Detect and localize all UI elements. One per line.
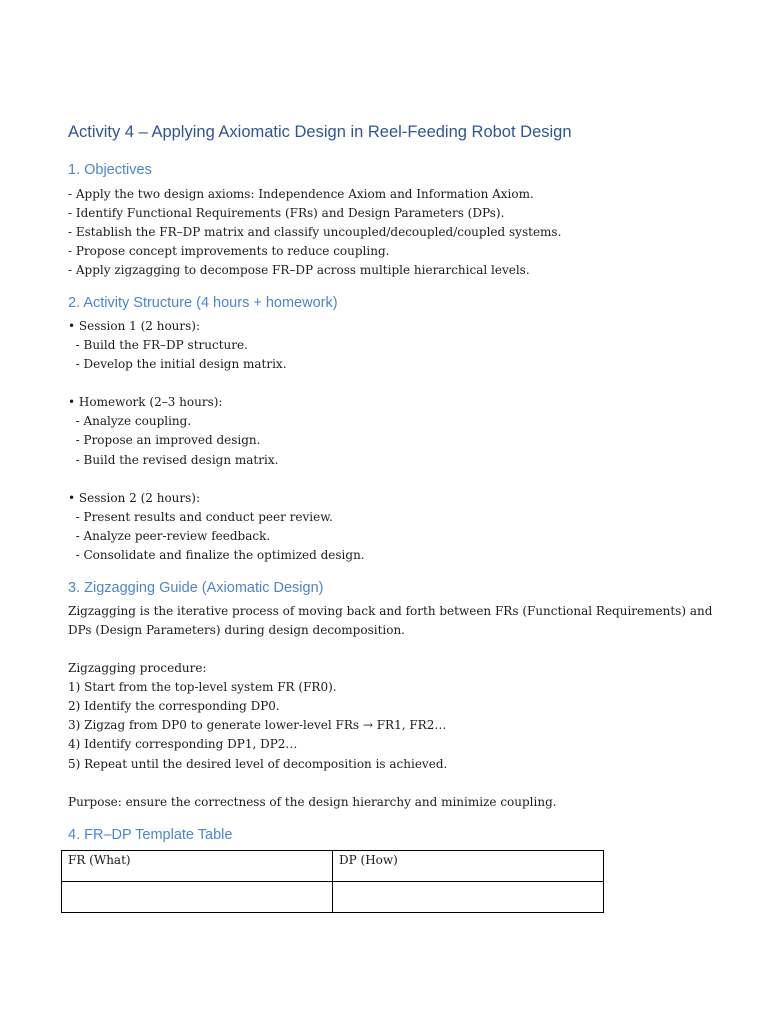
table-header-dp: DP (How) — [333, 851, 604, 882]
table-row — [62, 882, 604, 913]
zigzag-line: Zigzagging procedure: — [68, 661, 207, 675]
structure-line: - Build the FR–DP structure. — [68, 338, 248, 352]
structure-line: - Present results and conduct peer review. — [68, 510, 333, 524]
zigzag-line: Zigzagging is the iterative process of moving back and forth between FRs (Functional Requirements) and — [68, 604, 713, 618]
objective-line: - Apply the two design axioms: Independence Axiom and Information Axiom. — [68, 187, 534, 201]
section-heading-activity-structure: 2. Activity Structure (4 hours + homework) — [68, 295, 338, 311]
structure-line: - Build the revised design matrix. — [68, 453, 279, 467]
zigzag-line: 1) Start from the top-level system FR (FR0). — [68, 680, 337, 694]
section-heading-zigzagging-guide: 3. Zigzagging Guide (Axiomatic Design) — [68, 580, 324, 596]
table-header-row — [62, 851, 604, 882]
structure-line: • Homework (2–3 hours): — [68, 395, 223, 409]
section-heading-template-table: 4. FR–DP Template Table — [68, 827, 233, 843]
table-header-fr: FR (What) — [62, 851, 333, 882]
structure-line: • Session 2 (2 hours): — [68, 491, 201, 505]
structure-line: - Analyze coupling. — [68, 414, 192, 428]
objective-line: - Identify Functional Requirements (FRs) and Design Parameters (DPs). — [68, 206, 505, 220]
table-cell-fr — [62, 882, 333, 913]
objective-line: - Apply zigzagging to decompose FR–DP across multiple hierarchical levels. — [68, 263, 530, 277]
structure-line: - Develop the initial design matrix. — [68, 357, 287, 371]
page-title: Activity 4 – Applying Axiomatic Design in Reel-Feeding Robot Design — [68, 123, 572, 141]
structure-line: • Session 1 (2 hours): — [68, 319, 201, 333]
objective-line: - Propose concept improvements to reduce coupling. — [68, 244, 390, 258]
section-heading-objectives: 1. Objectives — [68, 162, 152, 178]
table-cell-dp — [333, 882, 604, 913]
structure-line: - Analyze peer-review feedback. — [68, 529, 271, 543]
structure-line: - Propose an improved design. — [68, 433, 261, 447]
structure-line: - Consolidate and finalize the optimized design. — [68, 548, 365, 562]
zigzag-line: 5) Repeat until the desired level of decomposition is achieved. — [68, 757, 448, 771]
zigzag-line: DPs (Design Parameters) during design decomposition. — [68, 623, 405, 637]
objective-line: - Establish the FR–DP matrix and classify uncoupled/decoupled/coupled systems. — [68, 225, 562, 239]
zigzag-line: 2) Identify the corresponding DP0. — [68, 699, 280, 713]
zigzag-line: Purpose: ensure the correctness of the design hierarchy and minimize coupling. — [68, 795, 557, 809]
zigzag-line: 4) Identify corresponding DP1, DP2… — [68, 737, 298, 751]
fr-dp-template-table — [61, 850, 604, 913]
zigzag-line: 3) Zigzag from DP0 to generate lower-level FRs → FR1, FR2… — [68, 718, 447, 732]
